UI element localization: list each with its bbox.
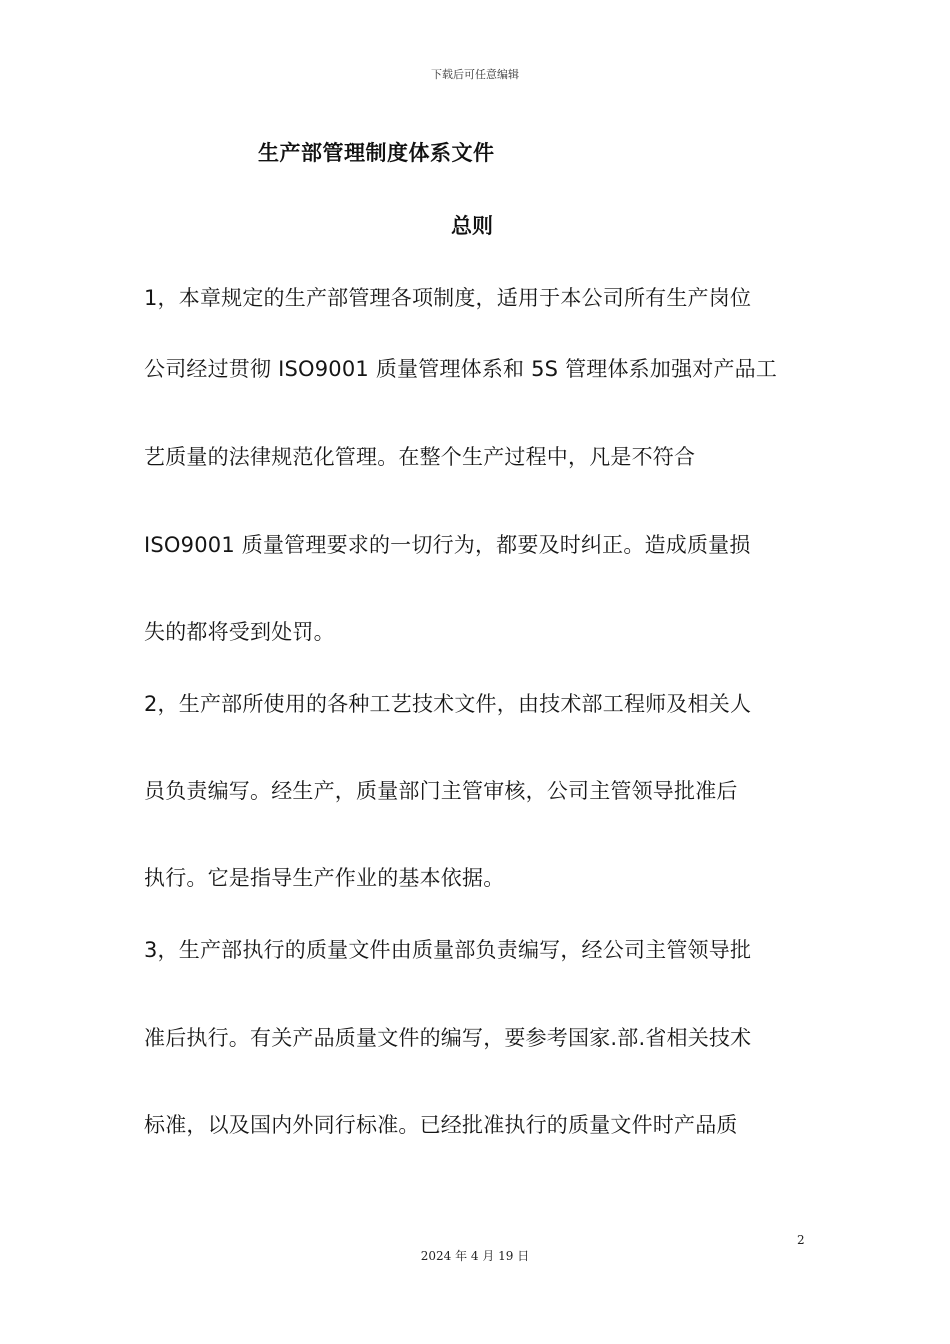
paragraph-line: 执行。它是指导生产作业的基本依据。	[144, 866, 505, 890]
paragraph-line: 公司经过贯彻 ISO9001 质量管理体系和 5S 管理体系加强对产品工	[144, 357, 778, 381]
paragraph-line: 艺质量的法律规范化管理。在整个生产过程中，凡是不符合	[144, 445, 696, 469]
document-title: 生产部管理制度体系文件	[258, 141, 495, 165]
paragraph-line: 准后执行。有关产品质量文件的编写，要参考国家.部.省相关技术	[144, 1026, 752, 1050]
section-title: 总则	[451, 214, 493, 238]
paragraph-line: 失的都将受到处罚。	[144, 620, 335, 644]
paragraph-line: 标准，以及国内外同行标准。已经批准执行的质量文件时产品质	[144, 1113, 738, 1137]
page-number: 2	[797, 1233, 805, 1247]
paragraph-line: 员负责编写。经生产，质量部门主管审核，公司主管领导批准后	[144, 779, 738, 803]
paragraph-line: 1，本章规定的生产部管理各项制度，适用于本公司所有生产岗位	[144, 286, 752, 310]
footer-date: 2024 年 4 月 19 日	[420, 1249, 530, 1263]
paragraph-line: ISO9001 质量管理要求的一切行为，都要及时纠正。造成质量损	[144, 533, 751, 557]
paragraph-line: 3，生产部执行的质量文件由质量部负责编写，经公司主管领导批	[144, 938, 752, 962]
paragraph-line: 2，生产部所使用的各种工艺技术文件，由技术部工程师及相关人	[144, 692, 752, 716]
header-note: 下载后可任意编辑	[431, 68, 519, 81]
